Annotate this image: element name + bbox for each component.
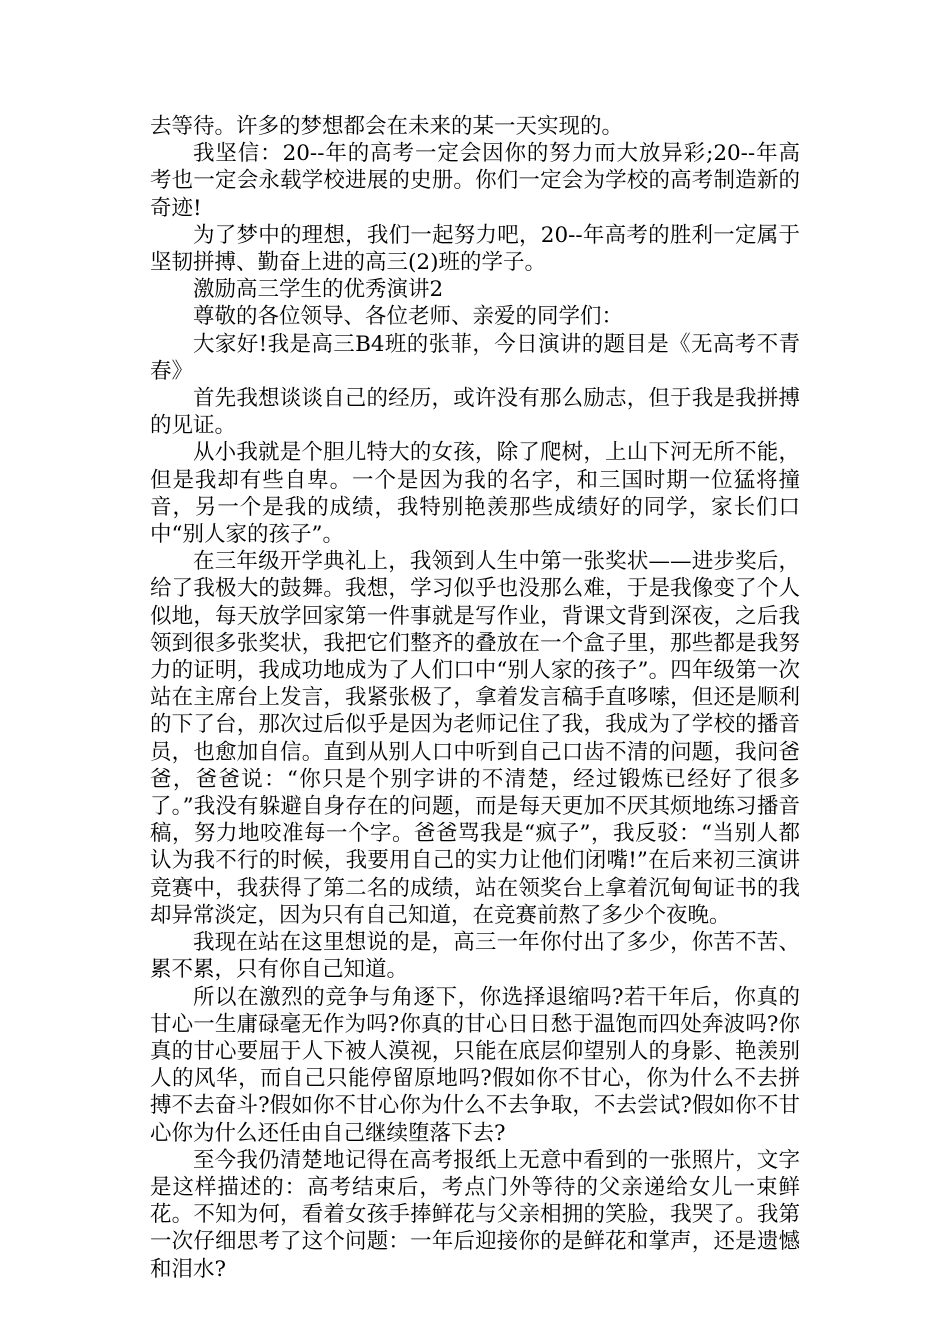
paragraph-childhood: 从小我就是个胆儿特大的女孩，除了爬树，上山下河无所不能，但是我却有些自卑。一个是因为我的名字，和三国时期一位猛将撞音，另一个是我的成绩，我特别艳羡那些成绩好的同学，家长们口中“别人家的孩子”。 [150,440,800,548]
paragraph-photo-memory: 至今我仍清楚地记得在高考报纸上无意中看到的一张照片，文字是这样描述的：高考结束后，考点门外等待的父亲递给女儿一束鲜花。不知为何，看着女孩手捧鲜花与父亲相拥的笑脸，我哭了。我第一次仔细思考了这个问题：一年后迎接你的是鲜花和掌声，还是遗憾和泪水? [150,1147,800,1282]
paragraph-greeting: 大家好!我是高三B4班的张菲，今日演讲的题目是《无高考不青春》 [150,331,800,384]
paragraph-questions: 所以在激烈的竞争与角逐下，你选择退缩吗?若干年后，你真的甘心一生庸碌毫无作为吗?你真的甘心日日愁于温饱而四处奔波吗?你真的甘心要屈于人下被人漠视，只能在底层仰望别人的身影、艳羡别人的风华，而自己只能停留原地吗?假如你不甘心，你为什么不去拼搏不去奋斗?假如你不甘心你为什么不去争取，不去尝试?假如你不甘心你为什么还任由自己继续堕落下去? [150,984,800,1146]
paragraph-experience-intro: 首先我想谈谈自己的经历，或许没有那么励志，但于我是我拼搏的见证。 [150,386,800,439]
paragraph-award-story: 在三年级开学典礼上，我领到人生中第一张奖状——进步奖后，给了我极大的鼓舞。我想，学习似乎也没那么难，于是我像变了个人似地，每天放学回家第一件事就是写作业，背课文背到深夜，之后我领到很多张奖状，我把它们整齐的叠放在一个盒子里，那些都是我努力的证明，我成功地成为了人们口中“别人家的孩子”。四年级第一次站在主席台上发言，我紧张极了，拿着发言稿手直哆嗦，但还是顺利的下了台，那次过后似乎是因为老师记住了我，我成为了学校的播音员，也愈加自信。直到从别人口中听到自己口齿不清的问题，我问爸爸，爸爸说：“你只是个别字讲的不清楚，经过锻炼已经好了很多了。”我没有躲避自身存在的问题，而是每天更加不厌其烦地练习播音稿，努力地咬准每一个字。爸爸骂我是“疯子”，我反驳：“当别人都认为我不行的时候，我要用自己的实力让他们闭嘴!”在后来初三演讲竞赛中，我获得了第二名的成绩，站在领奖台上拿着沉甸甸证书的我却异常淡定，因为只有自己知道，在竞赛前熬了多少个夜晚。 [150,549,800,928]
paragraph-salutation: 尊敬的各位领导、各位老师、亲爱的同学们： [193,304,624,330]
paragraph-dream: 为了梦中的理想，我们一起努力吧，20--年高考的胜利一定属于坚韧拼搏、勤奋上进的高三(2)班的学子。 [150,222,800,276]
section-title: 激励高三学生的优秀演讲2 [193,277,444,303]
paragraph-senior-year: 我现在站在这里想说的是，高三一年你付出了多少，你苦不苦、累不累，只有你自己知道。 [150,930,800,983]
document-page [150,113,800,1283]
paragraph-continuation: 去等待。许多的梦想都会在未来的某一天实现的。 [150,114,624,139]
paragraph-belief: 我坚信：20--年的高考一定会因你的努力而大放异彩;20--年高考也一定会永载学校进展的史册。你们一定会为学校的高考制造新的奇迹! [150,141,800,221]
